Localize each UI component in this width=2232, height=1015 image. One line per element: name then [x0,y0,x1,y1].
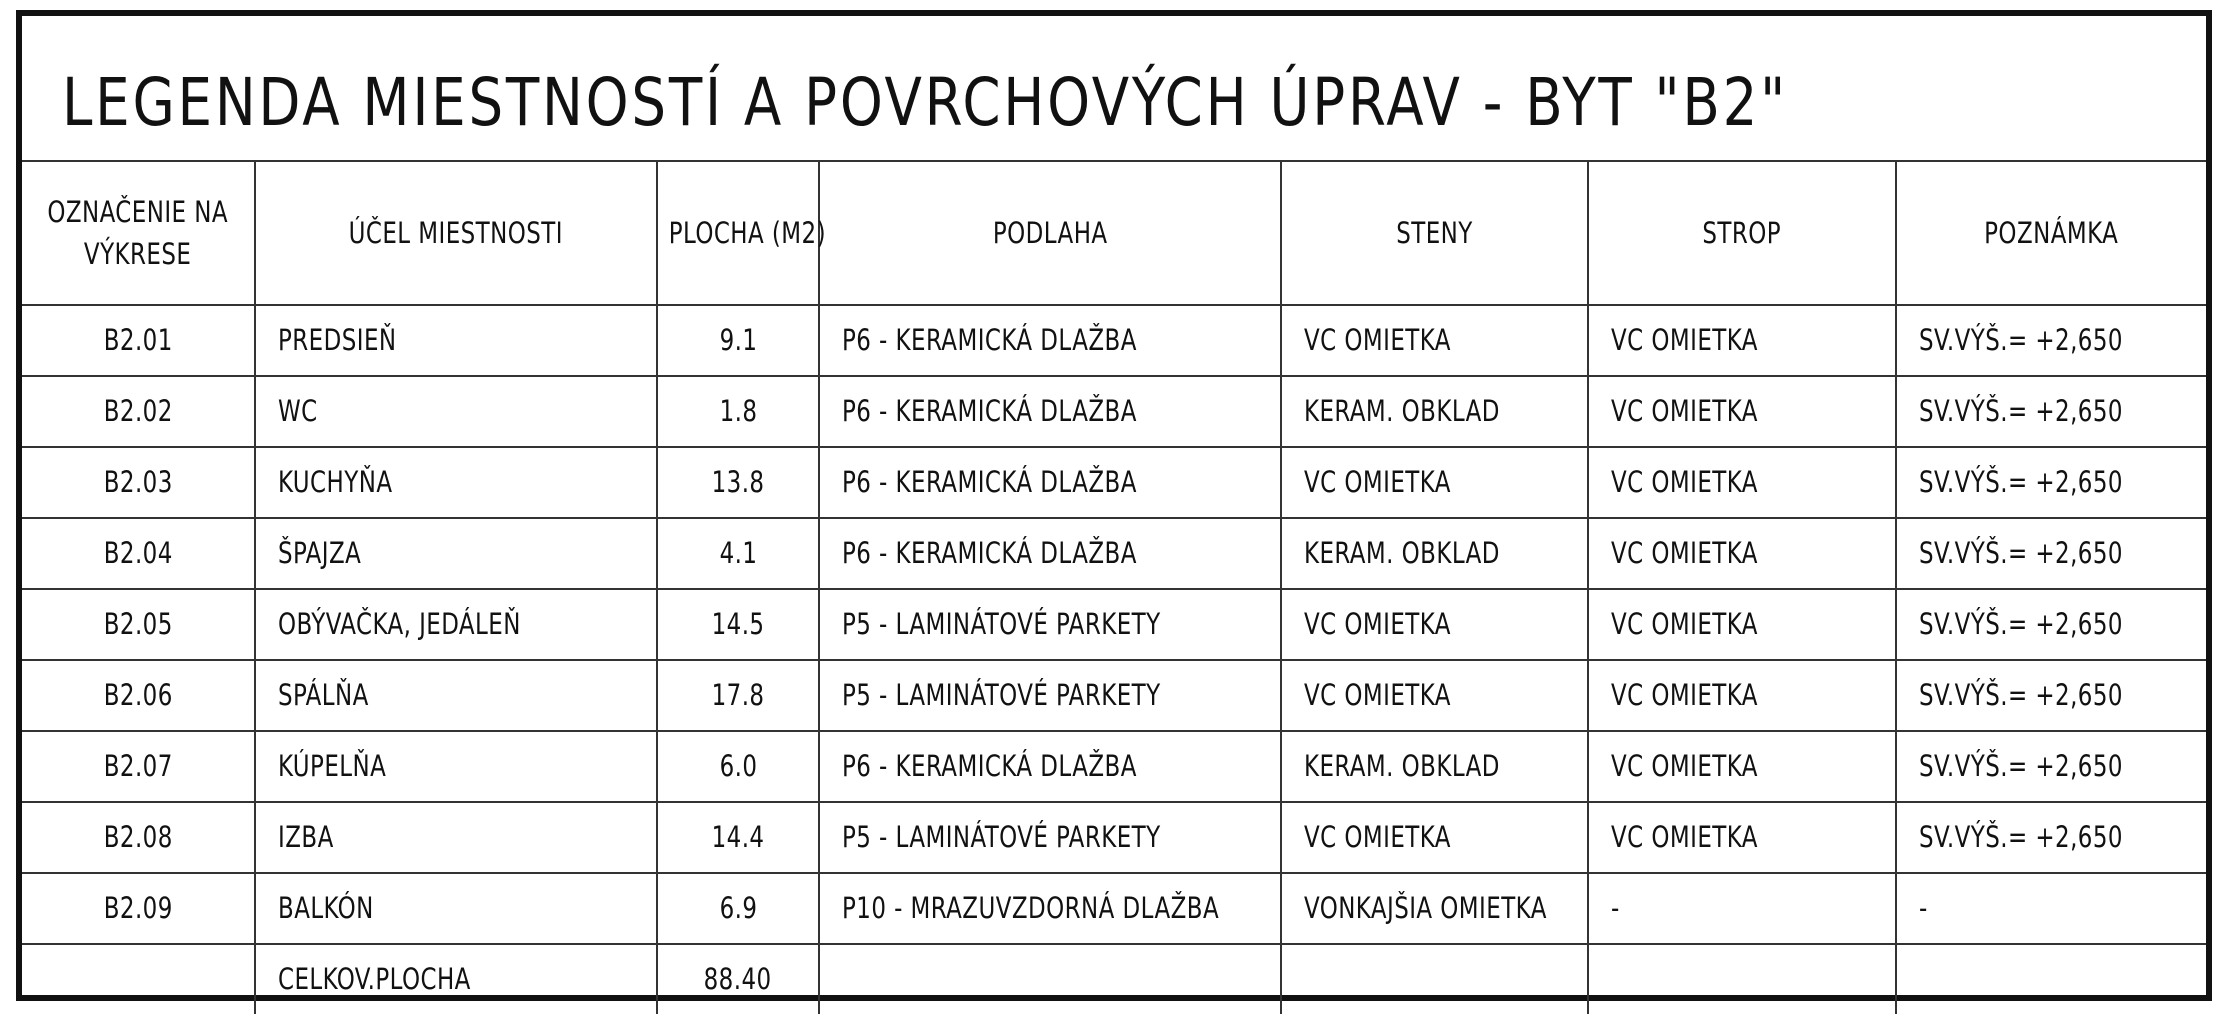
table-row [22,873,2206,944]
legend-title: LEGENDA MIESTNOSTÍ A POVRCHOVÝCH ÚPRAV - BYT "B2" [62,64,1789,141]
room-walls-cell: VC OMIETKA [1281,660,1588,731]
room-code-cell: B2.04 [22,518,255,589]
room-purpose-cell: IZBA [255,802,657,873]
room-floor-cell: P5 - LAMINÁTOVÉ PARKETY [819,589,1281,660]
room-code-cell: B2.01 [22,305,255,376]
room-floor-cell: P6 - KERAMICKÁ DLAŽBA [819,305,1281,376]
room-ceiling-cell: VC OMIETKA [1588,589,1896,660]
room-code-cell: B2.08 [22,802,255,873]
table-row [22,731,2206,802]
table-row [22,802,2206,873]
room-floor-cell: P5 - LAMINÁTOVÉ PARKETY [819,660,1281,731]
room-area-cell: 14.5 [657,589,819,660]
room-walls-cell: VC OMIETKA [1281,305,1588,376]
room-purpose-cell: PREDSIEŇ [255,305,657,376]
room-floor-cell: P5 - LAMINÁTOVÉ PARKETY [819,802,1281,873]
room-ceiling-cell: - [1588,873,1896,944]
header-walls: STENY [1281,161,1588,305]
room-note-cell: - [1896,873,2206,944]
room-floor-cell: P6 - KERAMICKÁ DLAŽBA [819,518,1281,589]
room-floor-cell: P6 - KERAMICKÁ DLAŽBA [819,447,1281,518]
total-label-cell: CELKOV.PLOCHA [255,944,657,1014]
room-note-cell: SV.VÝŠ.= +2,650 [1896,376,2206,447]
room-purpose-cell: KUCHYŇA [255,447,657,518]
room-floor-cell: P6 - KERAMICKÁ DLAŽBA [819,731,1281,802]
header-area: PLOCHA (M2) [657,161,819,305]
room-walls-cell: KERAM. OBKLAD [1281,518,1588,589]
header-code-line2: VÝKRESE [84,237,192,271]
room-area-cell: 6.9 [657,873,819,944]
room-walls-cell: VC OMIETKA [1281,802,1588,873]
room-note-cell: SV.VÝŠ.= +2,650 [1896,802,2206,873]
room-code-cell: B2.06 [22,660,255,731]
room-code-cell: B2.02 [22,376,255,447]
table-row [22,518,2206,589]
table-row [22,376,2206,447]
room-code-cell: B2.03 [22,447,255,518]
total-row [22,944,2206,1014]
room-walls-cell: KERAM. OBKLAD [1281,376,1588,447]
room-walls-cell: VC OMIETKA [1281,589,1588,660]
header-floor: PODLAHA [819,161,1281,305]
room-code-cell: B2.05 [22,589,255,660]
header-note: POZNÁMKA [1896,161,2206,305]
room-walls-cell: VC OMIETKA [1281,447,1588,518]
table-header-row [22,161,2206,305]
total-empty-cell [819,944,1281,1014]
room-floor-cell: P6 - KERAMICKÁ DLAŽBA [819,376,1281,447]
header-code [22,161,255,305]
room-area-cell: 4.1 [657,518,819,589]
table-row [22,305,2206,376]
room-note-cell: SV.VÝŠ.= +2,650 [1896,731,2206,802]
room-note-cell: SV.VÝŠ.= +2,650 [1896,447,2206,518]
room-area-cell: 6.0 [657,731,819,802]
total-empty-cell [22,944,255,1014]
room-area-cell: 17.8 [657,660,819,731]
room-ceiling-cell: VC OMIETKA [1588,376,1896,447]
header-code-line1: OZNAČENIE NA [47,194,229,229]
room-purpose-cell: SPÁLŇA [255,660,657,731]
room-code-cell: B2.09 [22,873,255,944]
room-note-cell: SV.VÝŠ.= +2,650 [1896,518,2206,589]
legend-sheet [16,10,2212,1001]
room-walls-cell: KERAM. OBKLAD [1281,731,1588,802]
header-purpose: ÚČEL MIESTNOSTI [255,161,657,305]
room-ceiling-cell: VC OMIETKA [1588,802,1896,873]
room-floor-cell: P10 - MRAZUVZDORNÁ DLAŽBA [819,873,1281,944]
room-note-cell: SV.VÝŠ.= +2,650 [1896,660,2206,731]
room-walls-cell: VONKAJŠIA OMIETKA [1281,873,1588,944]
room-purpose-cell: WC [255,376,657,447]
total-empty-cell [1281,944,1588,1014]
room-purpose-cell: OBÝVAČKA, JEDÁLEŇ [255,589,657,660]
header-ceiling: STROP [1588,161,1896,305]
room-area-cell: 13.8 [657,447,819,518]
room-ceiling-cell: VC OMIETKA [1588,305,1896,376]
room-purpose-cell: BALKÓN [255,873,657,944]
room-note-cell: SV.VÝŠ.= +2,650 [1896,305,2206,376]
room-area-cell: 1.8 [657,376,819,447]
table-row [22,589,2206,660]
room-ceiling-cell: VC OMIETKA [1588,518,1896,589]
room-ceiling-cell: VC OMIETKA [1588,660,1896,731]
total-empty-cell [1588,944,1896,1014]
room-code-cell: B2.07 [22,731,255,802]
room-ceiling-cell: VC OMIETKA [1588,731,1896,802]
room-area-cell: 14.4 [657,802,819,873]
room-area-cell: 9.1 [657,305,819,376]
table-row [22,660,2206,731]
total-area-cell: 88.40 [657,944,819,1014]
total-empty-cell [1896,944,2206,1014]
room-ceiling-cell: VC OMIETKA [1588,447,1896,518]
room-note-cell: SV.VÝŠ.= +2,650 [1896,589,2206,660]
table-row [22,447,2206,518]
room-legend-table [22,160,2206,1014]
room-purpose-cell: KÚPELŇA [255,731,657,802]
room-purpose-cell: ŠPAJZA [255,518,657,589]
